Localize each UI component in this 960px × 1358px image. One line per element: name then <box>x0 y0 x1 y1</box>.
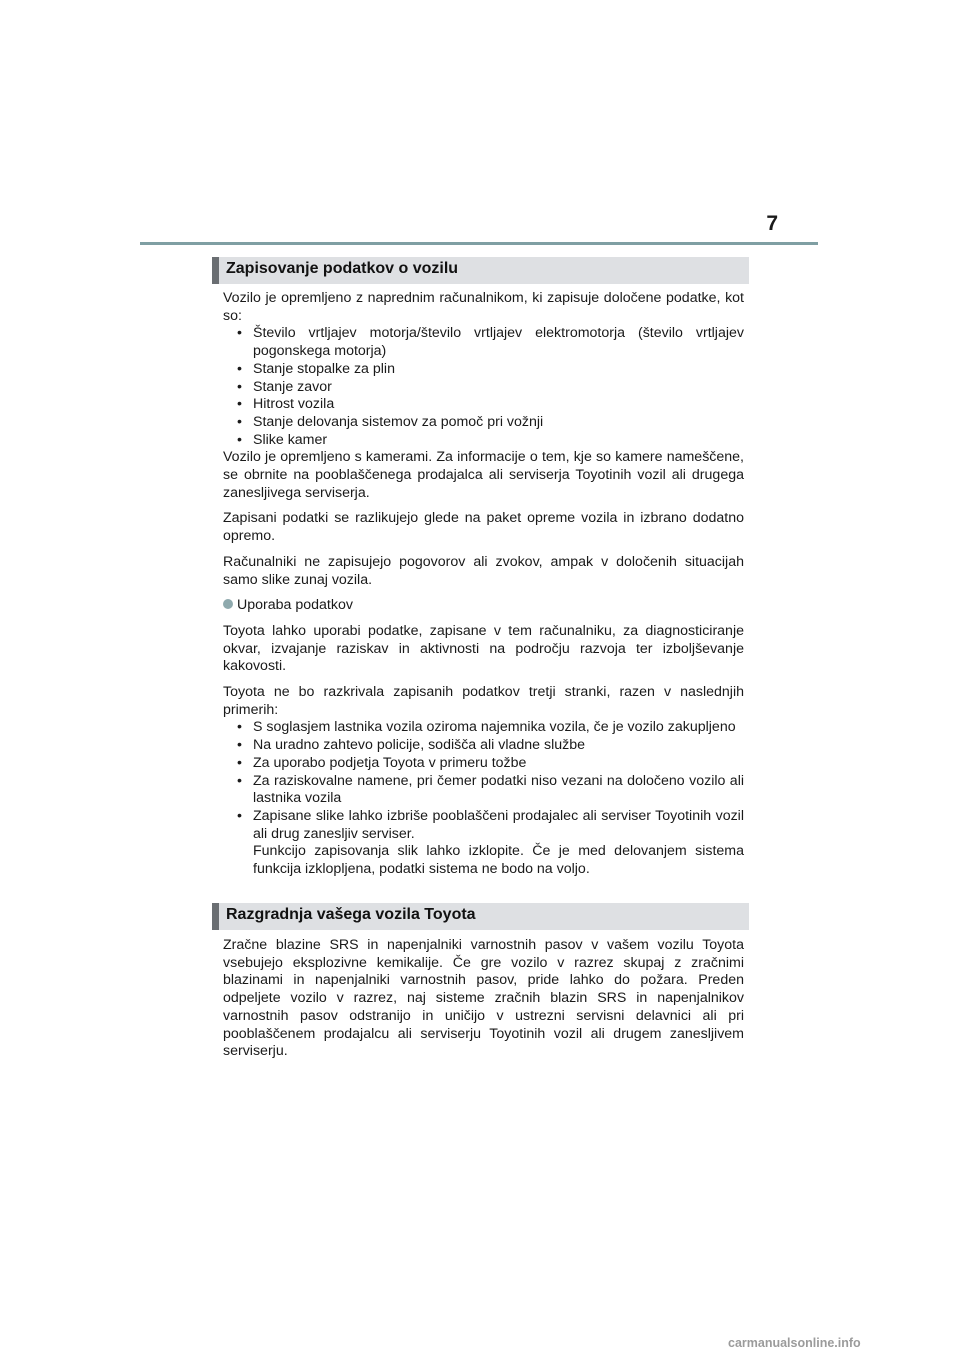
list-item: • Stanje zavor <box>237 378 332 395</box>
section-title: Zapisovanje podatkov o vozilu <box>226 260 459 277</box>
section-body-scrapping <box>223 937 744 1061</box>
cameras-paragraph: Vozilo je opremljeno s kamerami. Za informacije o tem, kje so kamere nameščene, se obrnite na pooblaščenega prodajalca ali serviserja Toyotinih vozil ali drugega zanesljivega serviserja. <box>223 449 744 501</box>
section-title: Razgradnja vašega vozila Toyota <box>226 906 476 923</box>
section-header-scrapping <box>212 903 749 930</box>
differ-paragraph: Zapisani podatki se razlikujejo glede na paket opreme vozila in izbrano dodatno opremo. <box>223 510 744 545</box>
recorded-data-list <box>237 325 744 449</box>
disclose-paragraph: Toyota ne bo razkrivala zapisanih podatkov tretji stranki, razen v naslednjih primerih: <box>223 684 744 718</box>
circle-bullet-icon <box>223 599 233 609</box>
list-item: • Slike kamer <box>237 431 328 448</box>
section-header-bar <box>212 903 219 930</box>
disclosure-cases-list <box>237 719 744 878</box>
list-item: • Za uporabo podjetja Toyota v primeru tožbe <box>237 754 527 771</box>
list-item: • Stanje stopalke za plin <box>237 360 395 377</box>
use-paragraph: Toyota lahko uporabi podatke, zapisane v tem računalniku, za diagnosticiranje okvar, izvajanje raziskav in aktivnosti na področju razvoja ter izboljševanje kakovosti. <box>223 622 744 675</box>
use-heading: Uporaba podatkov <box>223 597 744 615</box>
list-item: • S soglasjem lastnika vozila oziroma najemnika vozila, če je vozilo zakupljeno <box>237 719 736 736</box>
no-audio-paragraph: Računalniki ne zapisujejo pogovorov ali zvokov, ampak v določenih situacijah samo slike zunaj vozila. <box>223 553 744 588</box>
list-item: • Za raziskovalne namene, pri čemer podatki niso vezani na določeno vozilo ali lastnika vozila <box>237 772 744 807</box>
section-body-vehicle-data <box>223 290 744 879</box>
section-header-vehicle-data <box>212 257 749 284</box>
watermark: carmanualsonline.info <box>728 1336 861 1350</box>
list-item: • Zapisane slike lahko izbriše pooblaščeni prodajalec ali serviser Toyotinih vozil ali drug zanesljiv serviser. Funkcijo zapisovanja slik lahko izklopite. Če je med delovanjem sistema funkcija izklopljena, podatki sistema ne bodo na voljo. <box>237 807 744 878</box>
list-item: • Hitrost vozila <box>237 396 335 413</box>
top-rule <box>140 242 818 245</box>
intro-paragraph: Vozilo je opremljeno z naprednim računalnikom, ki zapisuje določene podatke, kot so: <box>223 290 744 324</box>
list-item: • Število vrtljajev motorja/število vrtljajev elektromotorja (število vrtljajev pogonskega motorja) <box>237 325 744 360</box>
section-header-bar <box>212 257 219 284</box>
list-item: • Na uradno zahtevo policije, sodišča ali vladne službe <box>237 737 586 754</box>
scrapping-paragraph: Zračne blazine SRS in napenjalniki varnostnih pasov v vašem vozilu Toyota vsebujejo eksplozivne kemikalije. Če gre vozilo v razrez skupaj z zračnimi blazinami in napenjalniki varnostnih pasov, pride lahko do požara. Preden odpeljete vozilo v razrez, naj sisteme zračnih blazin SRS in napenjalnikov varnostnih pasov odstranijo in uničijo v ustrezni servisni delavnici ali pri pooblaščenem prodajalcu ali serviserju Toyotinih vozil ali drugem zanesljivem serviserju. <box>223 937 744 1060</box>
list-item: • Stanje delovanja sistemov za pomoč pri vožnji <box>237 413 544 430</box>
page-number: 7 <box>766 212 778 235</box>
list-item-note: Funkcijo zapisovanja slik lahko izklopite. Če je med delovanjem sistema funkcija izklopljena, podatki sistema ne bodo na voljo. <box>253 843 744 878</box>
